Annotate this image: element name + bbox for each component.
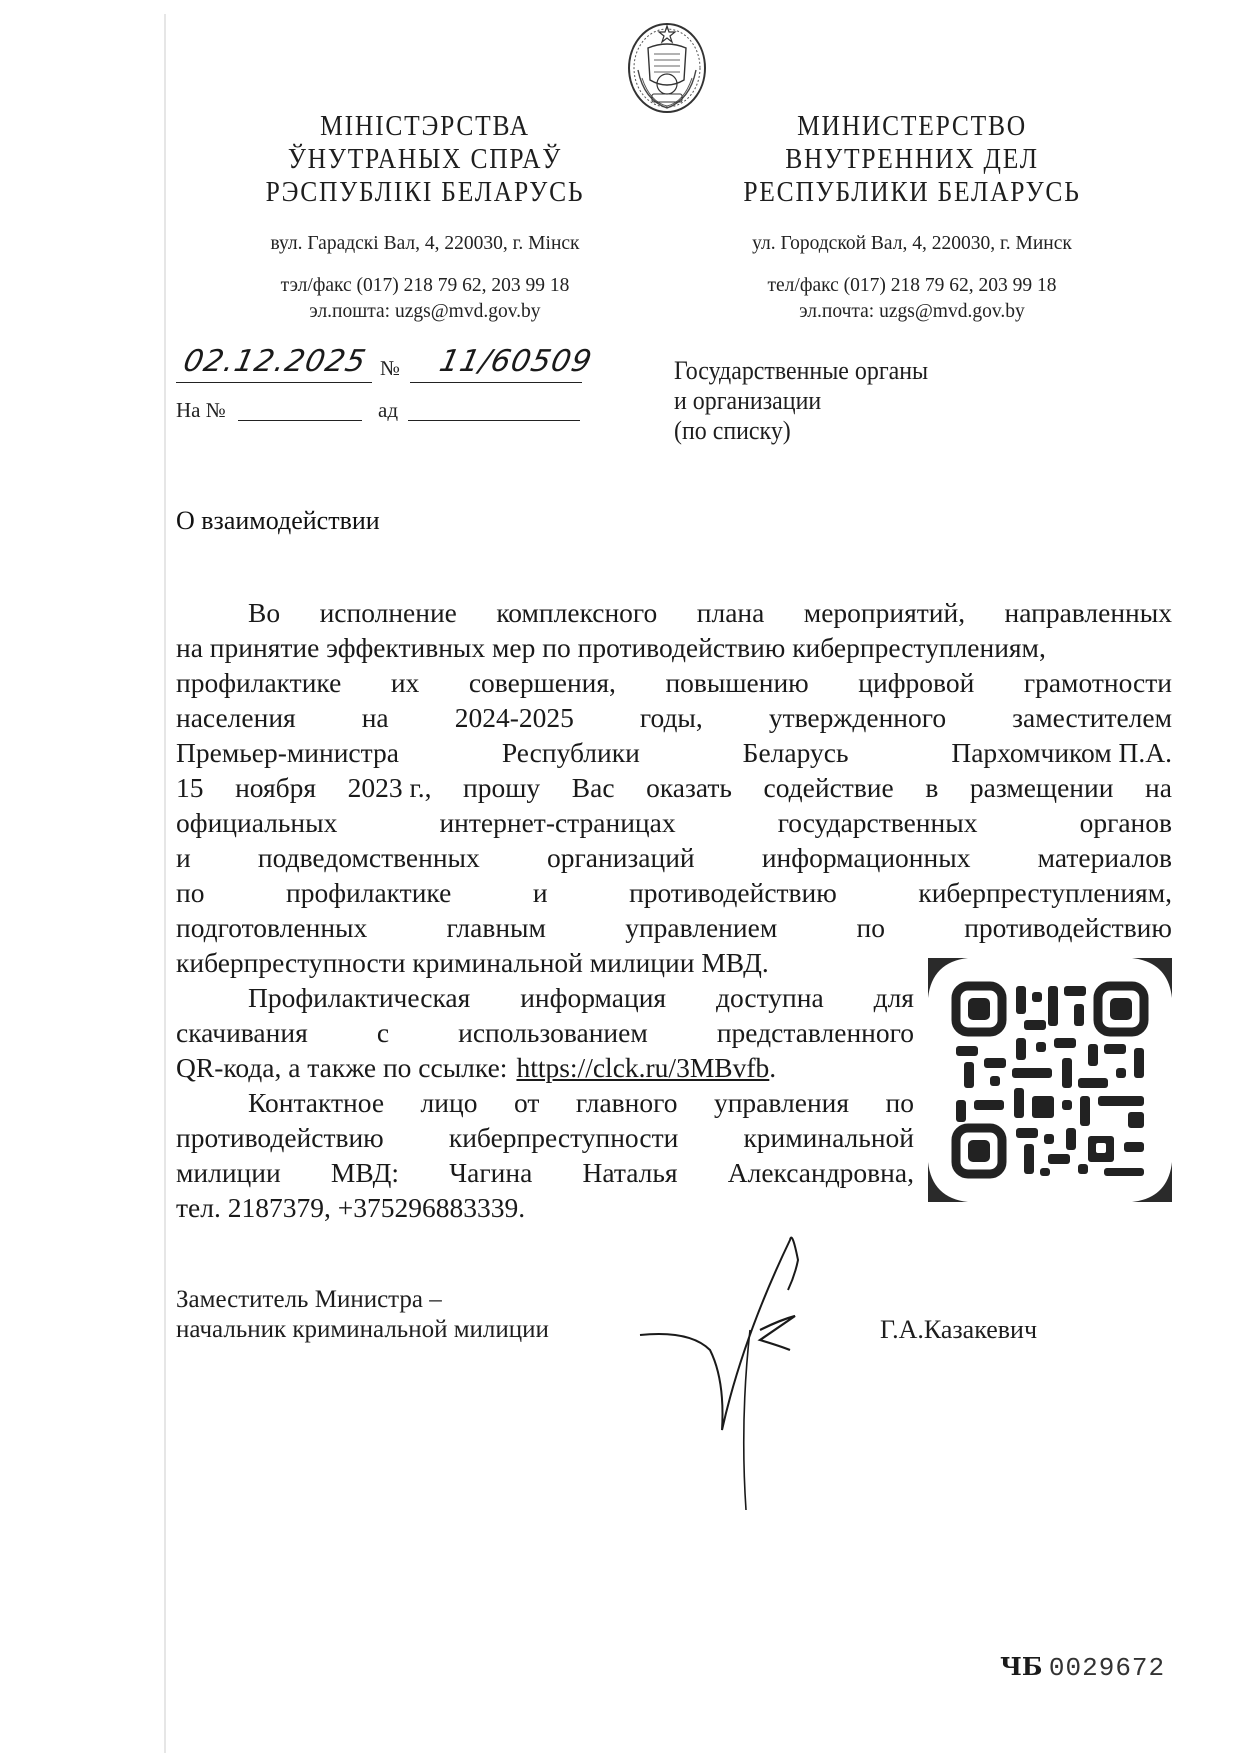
ministry-name-russian xyxy=(672,110,1152,209)
letter-subject: О взаимодействии xyxy=(176,506,380,535)
from-label: ад xyxy=(378,398,399,422)
body-line: 15 ноября 2023 г., прошу Вас оказать содействие в размещении на xyxy=(176,772,1172,803)
body-line: Профилактическая информация доступна для xyxy=(248,982,914,1013)
date-underline xyxy=(176,382,372,383)
body-line: Контактное лицо от главного управления по xyxy=(248,1087,914,1118)
addressee-block xyxy=(674,356,1094,446)
ministry-line: ЎНУТРАНЫХ СПРАЎ xyxy=(287,143,563,175)
reply-to-label: На № xyxy=(176,398,226,422)
serial-prefix: ЧБ xyxy=(1000,1652,1043,1681)
body-line: противодействию киберпреступности криминальной xyxy=(176,1122,914,1153)
email-belarusian: эл.пошта: uzgs@mvd.gov.by xyxy=(309,301,541,322)
signatory-title-line: Заместитель Министра – xyxy=(176,1286,442,1313)
body-line: QR-кода, а также по ссылке: https://clck.ru/3MBvfb. xyxy=(176,1052,777,1083)
body-line: тел. 2187379, +375296883339. xyxy=(176,1192,526,1223)
qr-code[interactable] xyxy=(928,958,1172,1202)
phone-belarusian: тэл/факс (017) 218 79 62, 203 99 18 xyxy=(280,275,570,296)
registration-number: 11/60509 xyxy=(436,344,596,379)
body-line: профилактике их совершения, повышению цифровой грамотности xyxy=(176,667,1172,698)
email-russian: эл.почта: uzgs@mvd.gov.by xyxy=(799,301,1025,322)
body-line: скачивания с использованием представленного xyxy=(176,1017,914,1048)
body-line: по профилактике и противодействию киберпреступлениям, xyxy=(176,877,1172,908)
scan-page-edge xyxy=(164,14,166,1753)
ministry-name-belarusian xyxy=(200,110,650,209)
body-line: Премьер-министра Республики Беларусь Пархомчиком П.А. xyxy=(176,737,1172,768)
reply-to-underline xyxy=(238,420,362,421)
blank-serial-number xyxy=(1000,1652,1165,1683)
ministry-line: МІНІСТЭРСТВА xyxy=(320,110,530,142)
ministry-line: РЭСПУБЛІКІ БЕЛАРУСЬ xyxy=(265,176,585,208)
registration-date: 02.12.2025 xyxy=(180,344,370,379)
body-line: Во исполнение комплексного плана мероприятий, направленных xyxy=(248,597,1172,628)
from-underline xyxy=(408,420,580,421)
addressee-line: и организации xyxy=(674,386,822,415)
signatory-name: Г.А.Казакевич xyxy=(880,1315,1038,1344)
body-line: населения на 2024-2025 годы, утвержденного заместителем xyxy=(176,702,1172,733)
ministry-line: ВНУТРЕННИХ ДЕЛ xyxy=(785,143,1039,175)
info-link[interactable]: https://clck.ru/3MBvfb xyxy=(516,1052,770,1083)
body-line: киберпреступности криминальной милиции МВД. xyxy=(176,947,769,978)
addressee-line: (по списку) xyxy=(674,416,791,445)
body-line: подготовленных главным управлением по противодействию xyxy=(176,912,1172,943)
address-russian: ул. Городской Вал, 4, 220030, г. Минск xyxy=(752,233,1072,254)
handwritten-signature-icon xyxy=(630,1220,890,1520)
number-underline xyxy=(410,382,582,383)
phone-russian: тел/факс (017) 218 79 62, 203 99 18 xyxy=(767,275,1057,296)
ministry-line: РЕСПУБЛИКИ БЕЛАРУСЬ xyxy=(743,176,1081,208)
serial-number: 0029672 xyxy=(1048,1653,1166,1683)
number-label: № xyxy=(380,356,401,380)
address-belarusian: вул. Гарадскі Вал, 4, 220030, г. Мінск xyxy=(270,233,580,254)
body-line: на принятие эффективных мер по противодействию киберпреступлениям, xyxy=(176,632,1046,663)
signatory-title-line: начальник криминальной милиции xyxy=(176,1316,549,1343)
body-line: и подведомственных организаций информационных материалов xyxy=(176,842,1172,873)
ministry-line: МИНИСТЕРСТВО xyxy=(797,110,1027,142)
state-emblem-icon xyxy=(624,20,710,116)
signatory-title xyxy=(176,1285,549,1345)
addressee-line: Государственные органы xyxy=(674,356,929,385)
body-line: милиции МВД: Чагина Наталья Александровна, xyxy=(176,1157,914,1188)
body-line: официальных интернет-страницах государственных органов xyxy=(176,807,1172,838)
